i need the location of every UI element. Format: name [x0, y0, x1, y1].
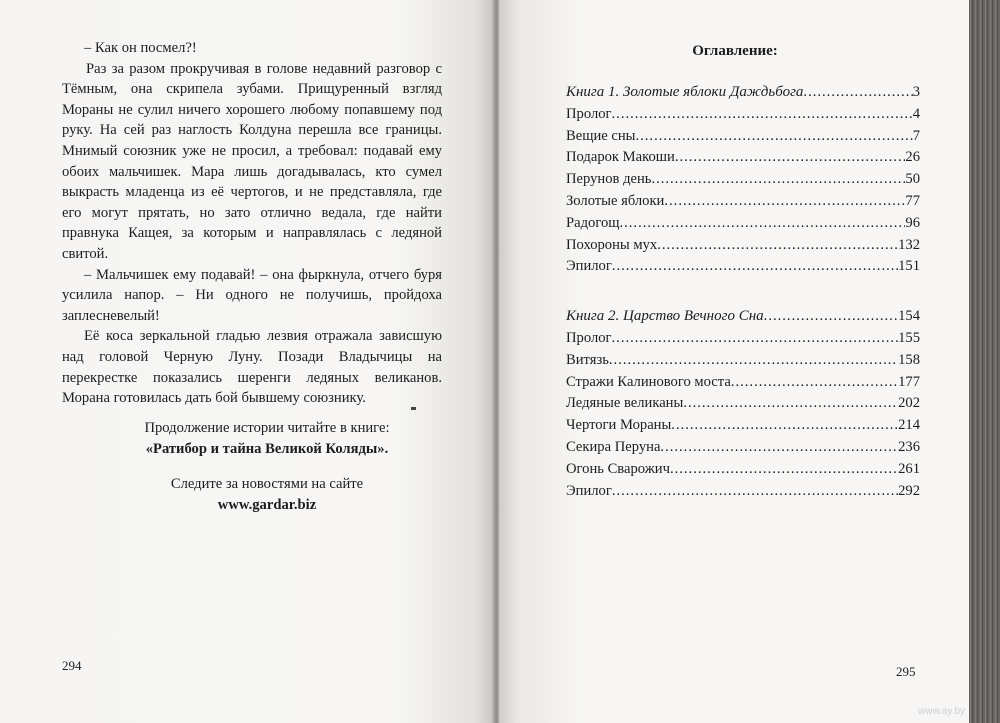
toc-page: 4: [912, 105, 920, 122]
toc-label: Эпилог: [566, 258, 612, 275]
toc-label: Пролог: [566, 329, 612, 346]
paragraph: Её коса зеркальной гладью лезвия отражала зависшую над головой Черную Луну. Позади Владычицы на перекрестке показались шеренги ледяных великанов. Морана готовилась дать бой бывшему союзнику.: [62, 328, 442, 407]
toc-leader-dots: [660, 439, 898, 456]
toc-leader-dots: [675, 149, 906, 166]
toc-label: Перунов день: [566, 171, 652, 188]
toc-entry: [566, 215, 920, 237]
toc-leader-dots: [635, 128, 912, 145]
toc-leader-dots: [664, 193, 905, 210]
continuation-book-title: «Ратибор и тайна Великой Коляды».: [145, 441, 389, 457]
news-line: Следите за новостями на сайте: [170, 476, 364, 492]
print-mark: [411, 407, 416, 410]
toc-leader-dots: [619, 215, 905, 232]
toc-page: 96: [905, 214, 920, 231]
website-link: www.gardar.biz: [217, 497, 317, 513]
paragraph: – Как он посмел?!: [84, 40, 197, 56]
toc-entry: [566, 149, 920, 171]
toc-page: 158: [898, 351, 920, 368]
toc-entry: [566, 171, 920, 193]
page-number-right: 295: [896, 664, 916, 679]
toc-page: 7: [912, 127, 920, 144]
continuation-note: [62, 418, 472, 460]
toc-page: 236: [898, 438, 920, 455]
toc-book-entry: [566, 84, 920, 106]
paragraph: Раз за разом прокручивая в голове недавний разговор с Тёмным, она скрипела зубами. Прищуренный взгляд Мораны не сулил ничего хорошего любому попавшему под руку. На сей раз наглость Колдуна перешла все границы. Мнимый союзник уже не просил, а требовал: подавай ему обоих мальчишек. Мара лишь догадывалась, кто сумел выкрасть младенца из её чертогов, и не представляла, где его могут прятать, но зато отлично ведала, где найти правнука Кащея, за которым и направлялась с ледяной свитой.: [62, 60, 442, 262]
toc-leader-dots: [612, 483, 898, 500]
toc-page: 151: [898, 258, 920, 275]
table-of-contents: [566, 84, 920, 504]
toc-leader-dots: [670, 461, 898, 478]
toc-leader-dots: [612, 258, 898, 275]
toc-label: Вещие сны: [566, 127, 636, 144]
news-note: [62, 474, 472, 516]
paragraph: – Мальчишек ему подавай! – она фыркнула, отчего буря усилила напор. – Ни одного не получишь, пройдоха заплесневелый!: [62, 266, 442, 324]
toc-label: Эпилог: [566, 482, 612, 499]
toc-entry: [566, 237, 920, 259]
toc-label: Золотые яблоки: [566, 192, 665, 209]
toc-entry: [566, 461, 920, 483]
toc-page: 50: [905, 171, 920, 188]
story-text: [62, 38, 442, 409]
toc-leader-dots: [651, 171, 905, 188]
toc-entry: [566, 258, 920, 280]
toc-label: Витязь: [566, 351, 609, 368]
toc-title: Оглавление:: [692, 43, 778, 59]
toc-entry: [566, 193, 920, 215]
toc-leader-dots: [683, 395, 898, 412]
continuation-line: Продолжение истории читайте в книге:: [144, 420, 390, 436]
toc-leader-dots: [803, 84, 912, 101]
toc-label: Книга 1. Золотые яблоки Даждьбога: [566, 84, 804, 100]
toc-label: Ледяные великаны: [566, 395, 684, 412]
toc-page: 214: [898, 417, 920, 434]
toc-page: 3: [912, 84, 920, 100]
toc-entry: [566, 439, 920, 461]
toc-book-entry: [566, 308, 920, 330]
toc-spacer: [566, 280, 920, 308]
toc-leader-dots: [657, 237, 898, 254]
toc-label: Стражи Калинового моста: [566, 373, 731, 390]
toc-leader-dots: [764, 308, 898, 325]
left-page: [0, 0, 494, 723]
toc-label: Радогощ: [566, 214, 620, 231]
toc-label: Огонь Сварожич: [566, 460, 670, 477]
toc-label: Пролог: [566, 105, 612, 122]
toc-label: Книга 2. Царство Вечного Сна: [566, 308, 764, 325]
toc-leader-dots: [609, 352, 898, 369]
toc-leader-dots: [671, 417, 898, 434]
toc-label: Чертоги Мораны: [566, 417, 672, 434]
toc-page: 26: [905, 149, 920, 166]
toc-entry: [566, 483, 920, 505]
toc-entry: [566, 417, 920, 439]
toc-entry: [566, 106, 920, 128]
toc-entry: [566, 330, 920, 352]
toc-page: 177: [898, 373, 920, 390]
toc-entry: [566, 395, 920, 417]
watermark: www.ay.by: [918, 706, 966, 717]
toc-leader-dots: [612, 106, 913, 123]
toc-page: 154: [898, 308, 920, 325]
toc-page: 77: [905, 192, 920, 209]
toc-page: 261: [898, 460, 920, 477]
page-number-left: 294: [62, 658, 82, 673]
toc-entry: [566, 374, 920, 396]
toc-page: 155: [898, 329, 920, 346]
toc-page: 292: [898, 482, 920, 499]
toc-label: Секира Перуна: [566, 438, 661, 455]
toc-page: 202: [898, 395, 920, 412]
toc-label: Подарок Макоши: [566, 149, 675, 166]
toc-entry: [566, 352, 920, 374]
page-edges: [969, 0, 1000, 723]
toc-page: 132: [898, 236, 920, 253]
toc-leader-dots: [731, 374, 898, 391]
toc-entry: [566, 128, 920, 150]
toc-leader-dots: [612, 330, 899, 347]
toc-label: Похороны мух: [566, 236, 658, 253]
